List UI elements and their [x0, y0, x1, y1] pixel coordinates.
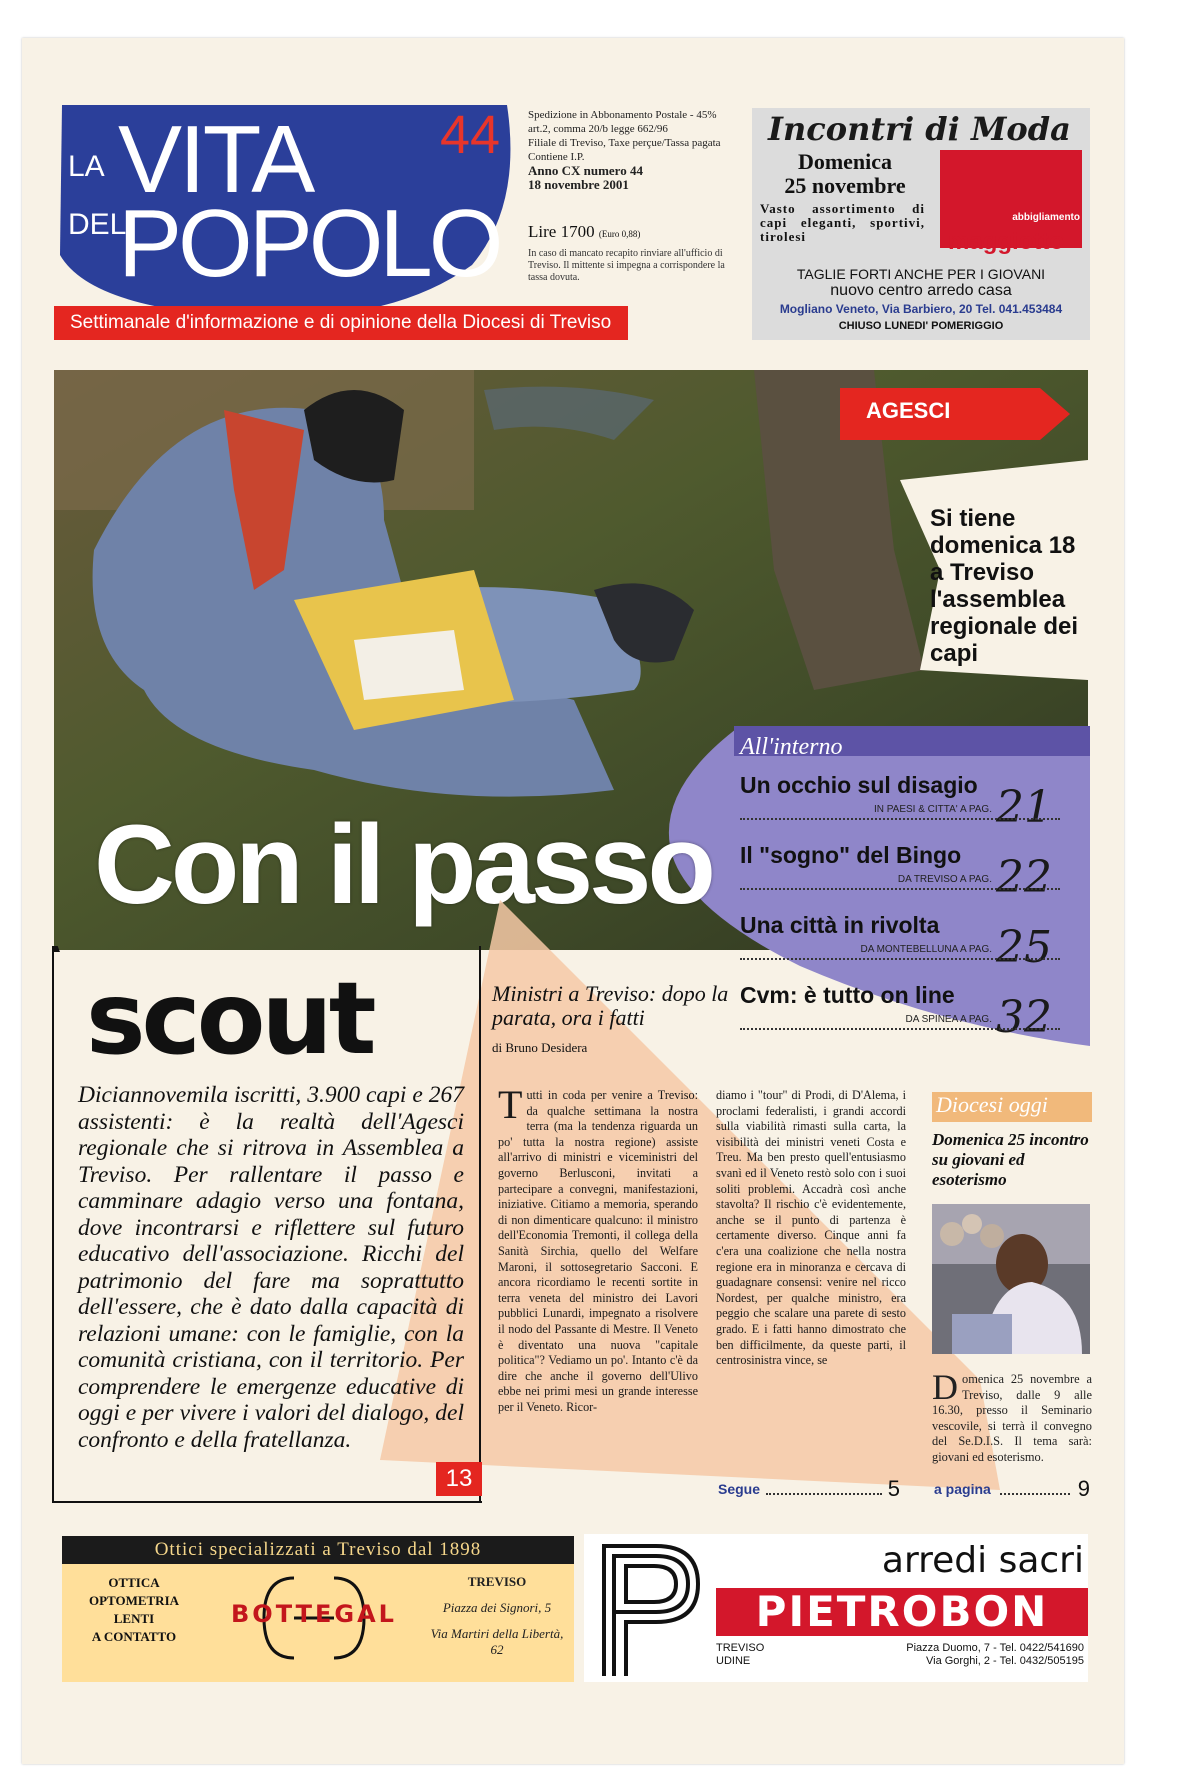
pietrobon-city: UDINE	[716, 1655, 751, 1667]
apag-label: a pagina	[934, 1481, 991, 1497]
dropcap: T	[498, 1082, 523, 1127]
diocesi-dropcap: D	[932, 1367, 958, 1407]
issue-date: 18 novembre 2001	[528, 177, 629, 192]
logo-la: LA	[68, 150, 105, 183]
headline-scout: scout	[86, 960, 373, 1077]
price-lire: Lire 1700	[528, 222, 595, 241]
ad-address: Mogliano Veneto, Via Barbiero, 20 Tel. 041.453484	[779, 302, 1063, 316]
diocesi-photo	[932, 1204, 1090, 1354]
postal-line: Filiale di Treviso, Taxe perçue/Tassa pagata	[528, 137, 721, 149]
toc-section: IN PAESI & CITTA' A PAG.	[873, 804, 992, 815]
toc-title: Il "sogno" del Bingo	[740, 842, 962, 868]
agesci-headline: Si tiene domenica 18 a Treviso l'assemblea regionale dei capi	[930, 505, 1079, 667]
toc-page: 22	[996, 852, 1052, 903]
toc-divider	[740, 818, 1060, 820]
price	[528, 222, 738, 242]
tagline-bar	[54, 306, 628, 340]
toc-title: Cvm: è tutto on line	[740, 982, 955, 1008]
logo-del: DEL	[68, 208, 127, 241]
ottica-services	[64, 1574, 204, 1646]
diocesi-headline: Domenica 25 incontro su giovani ed esoterismo	[932, 1130, 1089, 1189]
ottica-service: LENTI	[113, 1611, 155, 1626]
postal-line: Spedizione in Abbonamento Postale - 45%	[528, 109, 717, 121]
ministri-column-2: diamo i "tour" di Prodi, di D'Alema, i proclami federalisti, i grandi accordi sulla viabilità rimasti sulla carta, la visibilità dei ministri veneti Costa e Treu. Ma ben presto quell'entusiasmo svanì ed il Veneto restò solo con i suoi soliti problemi. Accadrà così anche stavolta? Il rischio c'è evidentemente, anche se il punto di partenza è certamente diverso. Cinque anni fa c'era una coalizione che nella nostra regione era in minoranza e cercava di guadagnare consensi: venire nel ricco Nordest, per qualche ministro, era peggio che scalare una parete di sesto grado. E i fatti hanno dimostrato che ben difficilmente, da queste parti, il centrosinistra vince, se	[716, 1088, 906, 1368]
toc-page: 32	[996, 992, 1052, 1043]
ad-date	[760, 150, 930, 198]
toc-page: 21	[996, 782, 1052, 833]
pietrobon-logo-p	[596, 1540, 706, 1680]
headline-con-il-passo: Con il passo	[94, 802, 712, 927]
segue-label: Segue	[718, 1481, 761, 1497]
diocesi-text: omenica 25 novembre a Treviso, dalle 9 alle 16.30, presso il Seminario vescovile, si terrà il convegno del Se.D.I.S. Il tema sarà: giovani ed esoterismo.	[932, 1372, 1092, 1464]
tagline-text: Settimanale d'informazione e di opinione della Diocesi di Treviso	[70, 312, 612, 333]
issue-year: Anno CX numero 44	[528, 163, 643, 178]
ottica-city: TREVISO	[467, 1574, 527, 1589]
ottica-address: Piazza dei Signori, 5	[442, 1600, 552, 1615]
apag-page: 9	[1077, 1476, 1090, 1501]
bottegal-brand: BOTTEGAL	[231, 1600, 397, 1628]
pietrobon-name: PIETROBON	[755, 1587, 1049, 1636]
segue-dots	[766, 1493, 882, 1495]
ministri-column-1	[498, 1082, 698, 1415]
lead-page-ref[interactable]: 13	[436, 1462, 482, 1496]
ad-date-value: 25 novembre	[784, 173, 906, 198]
price-euro: (Euro 0,88)	[598, 229, 641, 239]
toc-page: 25	[996, 922, 1052, 973]
ottica-service: OTTICA	[108, 1575, 160, 1590]
pietrobon-address: Piazza Duomo, 7 - Tel. 0422/541690	[906, 1642, 1084, 1654]
pietrobon-addresses	[716, 1642, 1084, 1668]
interno-label: All'interno	[740, 734, 843, 760]
ottica-service: OPTOMETRIA	[88, 1593, 180, 1608]
maggiotto-sub: abbigliamento	[1012, 212, 1080, 223]
toc-title: Un occhio sul disagio	[740, 772, 978, 798]
ad-closing: CHIUSO LUNEDI' POMERIGGIO	[838, 320, 1004, 332]
postal-line: art.2, comma 20/b legge 662/96	[528, 123, 668, 135]
postal-info	[528, 108, 738, 192]
pietrobon-address: Via Gorghi, 2 - Tel. 0432/505195	[926, 1655, 1084, 1667]
postal-notice: In caso di mancato recapito rinviare all'ufficio di Treviso. Il mittente si impegna a corrispondere la tassa dovuta.	[528, 248, 725, 283]
diocesi-label-text: Diocesi oggi	[936, 1092, 1048, 1117]
diocesi-page-link[interactable]	[932, 1478, 1090, 1500]
ottica-address: Via Martiri della Libertà, 62	[430, 1626, 564, 1657]
ottica-banner: Ottici specializzati a Treviso dal 1898	[62, 1536, 574, 1564]
ad-description: Vasto assortimento di capi eleganti, sportivi, tirolesi	[760, 201, 925, 244]
ministri-author: di Bruno Desidera	[492, 1040, 588, 1055]
ad-line: TAGLIE FORTI ANCHE PER I GIOVANI	[796, 266, 1046, 282]
toc-section: DA TREVISO A PAG.	[897, 874, 992, 885]
agesci-tag-label: AGESCI	[866, 398, 951, 423]
ad-day: Domenica	[797, 149, 893, 174]
segue-page: 5	[887, 1476, 900, 1501]
ottica-service: A CONTATTO	[91, 1629, 177, 1644]
ottica-addresses	[424, 1574, 570, 1658]
maggiotto-brand: maggiotto	[948, 228, 1064, 255]
logo-popolo: POPOLO	[118, 190, 500, 297]
toc-title: Una città in rivolta	[740, 912, 940, 938]
ministri-col1-text: utti in coda per venire a Treviso: da qualche settimana la nostra terra (ma la tendenza riguarda un po' tutta la nostra regione) assiste all'arrivo di ministri e viceministri del governo Berlusconi, invitati a partecipare a convegni, manifestazioni, iniziative. Citiamo a memoria, sperando di non dimenticare qualcuno: il ministro dell'Economia Tremonti, il collega della Sanità Sirchia, quello del Welfare Maroni, il sottosegretario Sacconi. E ancora ricordiamo le recenti sortite in terra veneta del ministro dei Lavori pubblici Lunardi, impegnato a risolvere il nodo del Passante di Mestre. Il Veneto è diventato una nuova "capitale politica"? Vediamo un po'. Intanto c'è da dire che anche il governo dell'Ulivo ebbe nei primi mesi un grande interesse per il Veneto. Ricor-	[498, 1088, 698, 1414]
ad-title: Incontri di Moda	[768, 110, 1071, 148]
toc-section: DA SPINEA A PAG.	[905, 1014, 992, 1025]
toc-item[interactable]	[740, 772, 1060, 840]
ministri-title: Ministri a Treviso: dopo la parata, ora i fatti	[492, 981, 729, 1030]
apag-dots	[1000, 1493, 1070, 1495]
diocesi-body	[932, 1367, 1092, 1466]
lead-paragraph: Diciannovemila iscritti, 3.900 capi e 267 assistenti: è la realtà dell'Agesci regionale che si ritrova in Assemblea a Treviso. Per rallentare il passo e camminare adagio verso una fontana, dove incontrarsi e riflettere sul futuro educativo dell'associazione. Ricchi del patrimonio del fare ma soprattutto dell'essere, che è dato dalla capacità di relazioni umane: con le famiglie, con la comunità cristiana, con il territorio. Per comprendere le emergenze educative di oggi e per vivere i valori del dialogo, del confronto e della fratellanza.	[78, 1082, 464, 1453]
diocesi-label	[932, 1092, 1092, 1122]
ad-line: nuovo centro arredo casa	[830, 282, 1012, 299]
postal-line: Contiene I.P.	[528, 151, 585, 163]
issue-number: 44	[440, 105, 501, 165]
pietrobon-city: TREVISO	[716, 1642, 765, 1654]
toc-divider	[740, 888, 1060, 890]
pietrobon-tagline: arredi sacri	[881, 1540, 1084, 1581]
logo-vita: VITA	[118, 106, 313, 213]
segue-link[interactable]	[716, 1478, 906, 1500]
toc-section: DA MONTEBELLUNA A PAG.	[860, 944, 992, 955]
